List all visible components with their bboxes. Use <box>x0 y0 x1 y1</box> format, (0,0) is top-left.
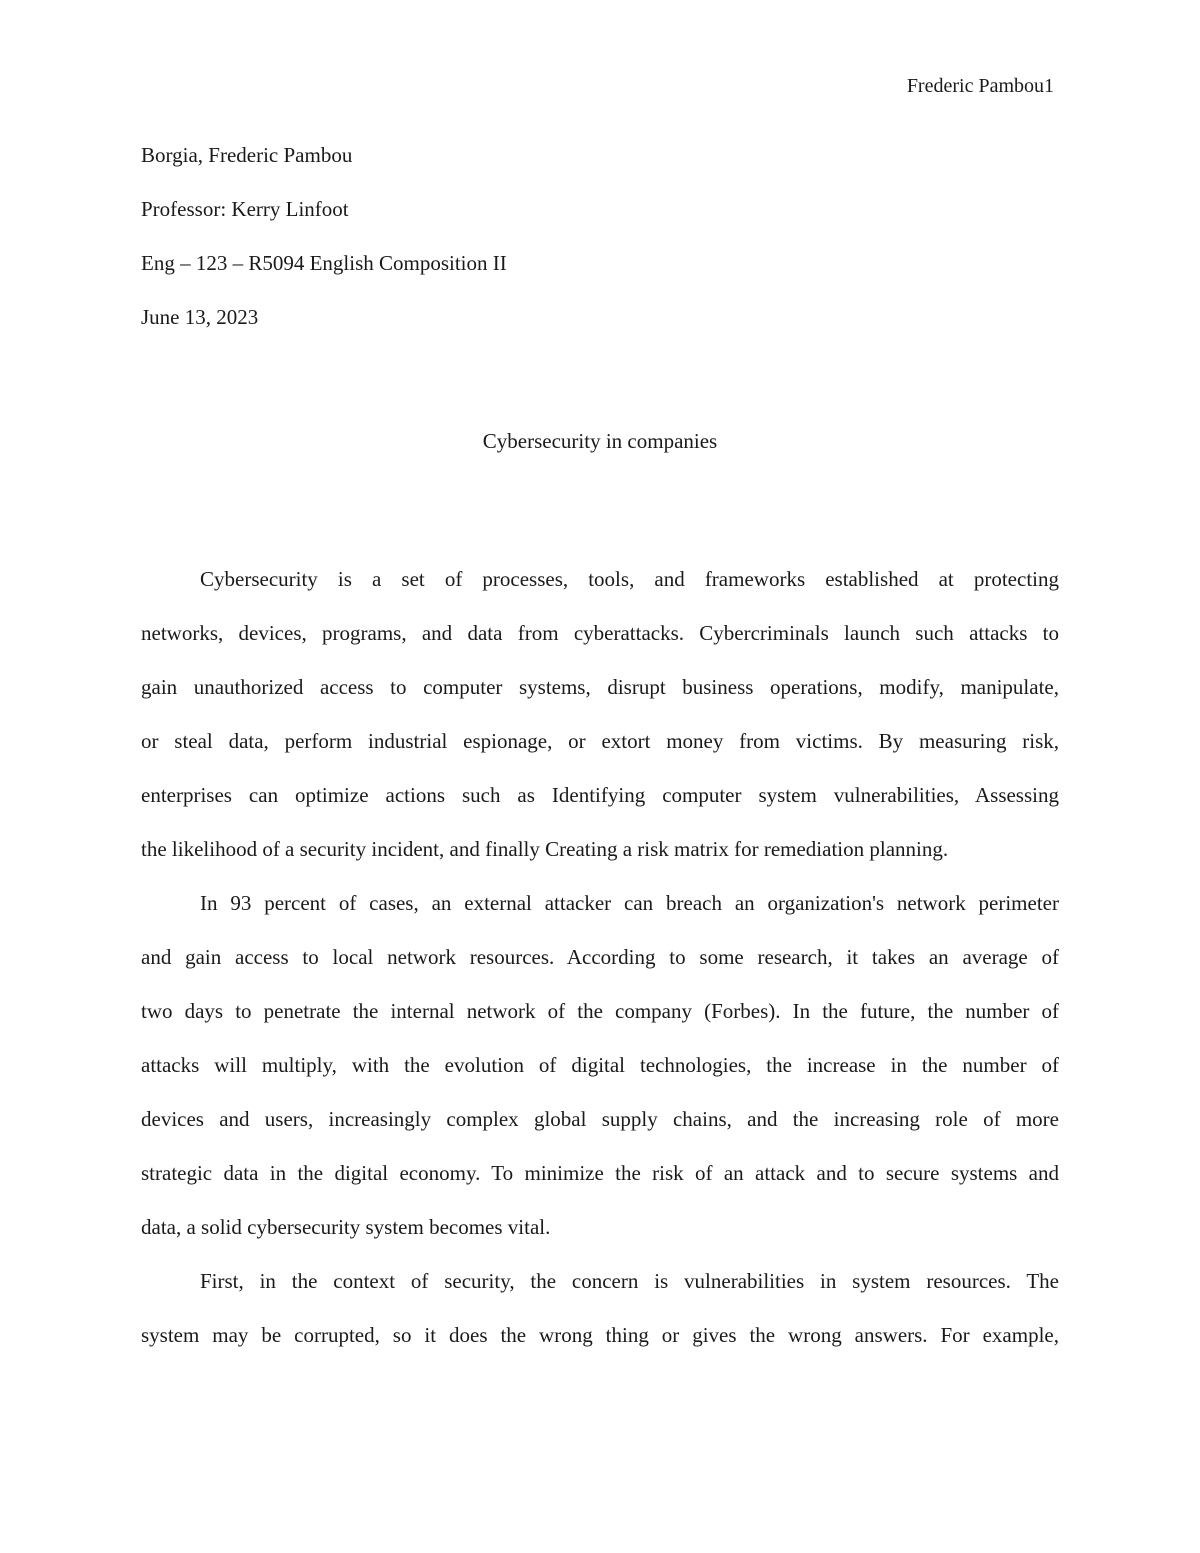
paragraph-line: devices and users, increasingly complex global supply chains, and the increasing role of more <box>141 1107 1059 1131</box>
paragraph-line: or steal data, perform industrial espionage, or extort money from victims. By measuring risk, <box>141 729 1059 753</box>
paragraph-3 <box>141 1268 1059 1349</box>
professor-name: Professor: Kerry Linfoot <box>141 197 349 221</box>
paragraph-line: networks, devices, programs, and data from cyberattacks. Cybercriminals launch such attacks to <box>141 621 1059 645</box>
paragraph-line: gain unauthorized access to computer systems, disrupt business operations, modify, manipulate, <box>141 675 1059 699</box>
paragraph-line: two days to penetrate the internal network of the company (Forbes). In the future, the number of <box>141 999 1059 1023</box>
running-head: Frederic Pambou1 <box>906 75 1054 97</box>
mla-heading <box>141 142 1059 358</box>
paragraph-line: Cybersecurity is a set of processes, tools, and frameworks established at protecting <box>200 567 1059 591</box>
paragraph-1 <box>141 566 1059 863</box>
paragraph-line: enterprises can optimize actions such as Identifying computer system vulnerabilities, Assessing <box>141 783 1059 807</box>
essay-title: Cybersecurity in companies <box>482 429 718 453</box>
course-name: Eng – 123 – R5094 English Composition II <box>141 251 507 275</box>
student-name: Borgia, Frederic Pambou <box>141 143 353 167</box>
paragraph-line: strategic data in the digital economy. To minimize the risk of an attack and to secure systems and <box>141 1161 1059 1185</box>
date: June 13, 2023 <box>141 305 259 329</box>
paragraph-line: attacks will multiply, with the evolution of digital technologies, the increase in the number of <box>141 1053 1059 1077</box>
paragraph-2 <box>141 890 1059 1241</box>
paragraph-line: data, a solid cybersecurity system becomes vital. <box>141 1215 551 1239</box>
paragraph-line: system may be corrupted, so it does the wrong thing or gives the wrong answers. For example, <box>141 1323 1059 1347</box>
paragraph-line: In 93 percent of cases, an external attacker can breach an organization's network perimeter <box>200 891 1059 915</box>
paragraph-line: the likelihood of a security incident, and finally Creating a risk matrix for remediation planning. <box>141 837 949 861</box>
essay-body <box>141 566 1059 1376</box>
paragraph-line: and gain access to local network resources. According to some research, it takes an average of <box>141 945 1059 969</box>
paragraph-line: First, in the context of security, the concern is vulnerabilities in system resources. The <box>200 1269 1059 1293</box>
